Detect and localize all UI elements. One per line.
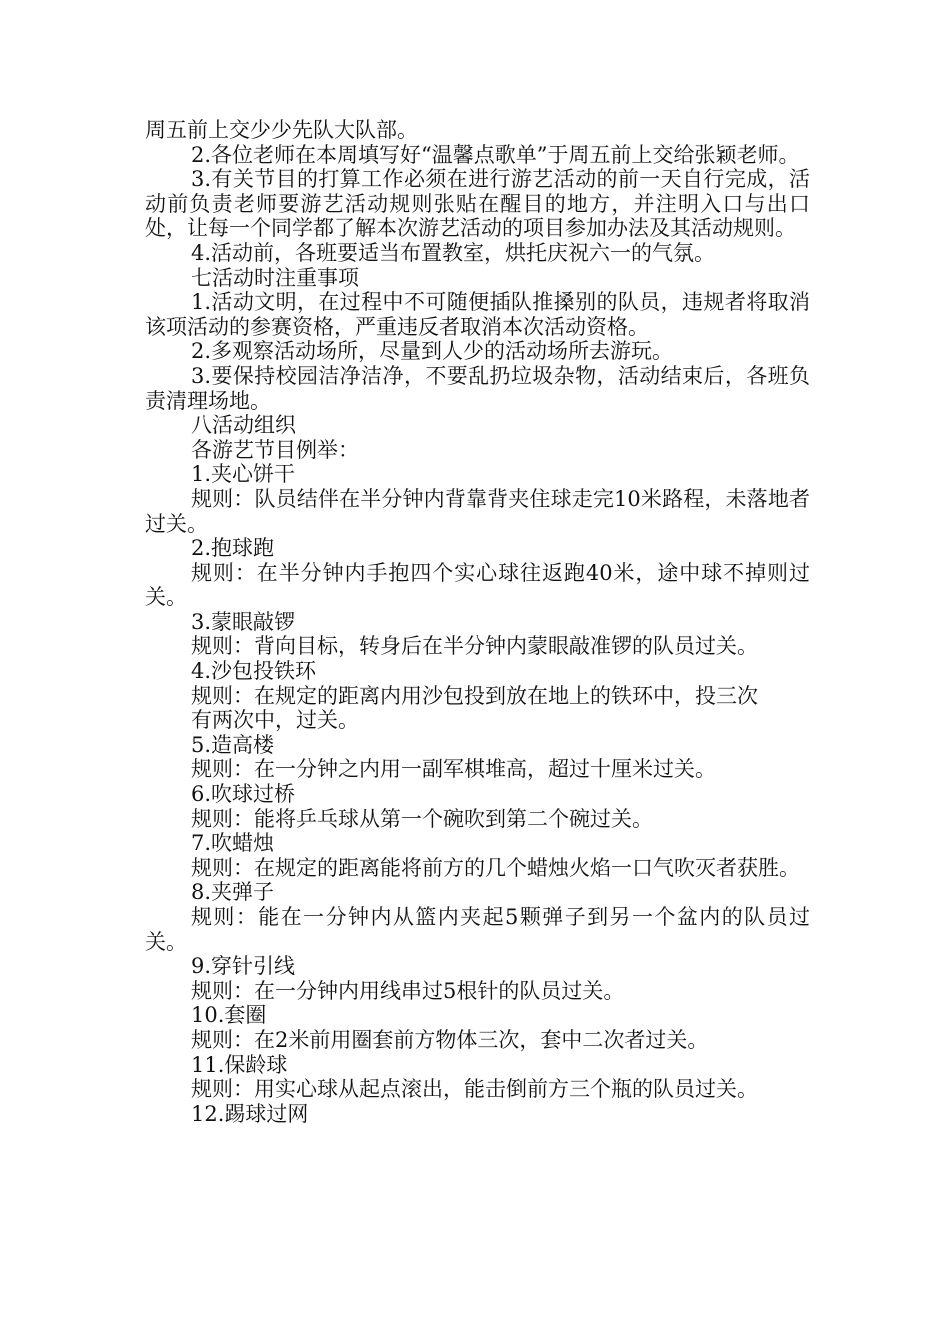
game-rule-2: 规则：在半分钟内手抱四个实心球往返跑40米，途中球不掉则过关。 (145, 560, 810, 610)
game-rule-8: 规则：能在一分钟内从篮内夹起5颗弹子到另一个盆内的队员过关。 (145, 905, 810, 954)
notice-item-3: 3.要保持校园洁净洁净，不要乱扔垃圾杂物，活动结束后，各班负责清理场地。 (145, 363, 810, 413)
paragraph-item-2: 2.各位老师在本周填写好“温馨点歌单”于周五前上交给张颖老师。 (191, 142, 800, 167)
document-page (145, 118, 810, 1126)
notice-item-1: 1.活动文明，在过程中不可随便插队推搡别的队员，违规者将取消该项活动的参赛资格，严重违反者取消本次活动资格。 (145, 290, 810, 339)
game-rule-5: 规则：在一分钟之内用一副军棋堆高，超过十厘米过关。 (191, 757, 716, 782)
game-title-1: 1.夹心饼干 (191, 462, 296, 487)
paragraph-continuation: 周五前上交少少先队大队部。 (145, 118, 418, 142)
game-title-5: 5.造高楼 (191, 732, 275, 757)
game-rule-7: 规则：在规定的距离能将前方的几个蜡烛火焰一口气吹灭者获胜。 (191, 855, 800, 880)
game-title-2: 2.抱球跑 (191, 536, 275, 561)
game-title-10: 10.套圈 (191, 1003, 267, 1028)
game-rule-6: 规则：能将乒乓球从第一个碗吹到第二个碗过关。 (191, 806, 653, 831)
game-rule-10: 规则：在2米前用圈套前方物体三次，套中二次者过关。 (191, 1027, 709, 1052)
paragraph-item-3: 3.有关节目的打算工作必须在进行游艺活动的前一天自行完成，活动前负责老师要游艺活动规则张贴在醒目的地方，并注明入口与出口处，让每一个同学都了解本次游艺活动的项目参加办法及其活动规则。 (145, 167, 810, 241)
paragraph-item-4: 4.活动前，各班要适当布置教室，烘托庆祝六一的气氛。 (191, 240, 716, 265)
section-heading-7: 七活动时注重事项 (191, 265, 359, 290)
game-title-8: 8.夹弹子 (191, 880, 275, 905)
games-intro: 各游艺节目例举： (191, 437, 359, 462)
game-title-12: 12.踢球过网 (191, 1101, 309, 1126)
game-rule-11: 规则：用实心球从起点滚出，能击倒前方三个瓶的队员过关。 (191, 1077, 758, 1102)
game-title-3: 3.蒙眼敲锣 (191, 609, 296, 634)
game-title-11: 11.保龄球 (191, 1052, 288, 1077)
game-title-9: 9.穿针引线 (191, 954, 296, 979)
game-rule-4-line-1: 规则：在规定的距离内用沙包投到放在地上的铁环中，投三次 (191, 683, 758, 708)
game-rule-9: 规则：在一分钟内用线串过5根针的队员过关。 (191, 978, 625, 1003)
notice-item-2: 2.多观察活动场所，尽量到人少的活动场所去游玩。 (191, 339, 674, 364)
game-rule-4-line-2: 有两次中，过关。 (191, 708, 359, 733)
game-rule-1: 规则：队员结伴在半分钟内背靠背夹住球走完10米路程，未落地者过关。 (145, 486, 810, 536)
section-heading-8: 八活动组织 (191, 413, 296, 438)
game-rule-3: 规则：背向目标，转身后在半分钟内蒙眼敲准锣的队员过关。 (191, 634, 758, 659)
game-title-6: 6.吹球过桥 (191, 782, 296, 807)
game-title-4: 4.沙包投铁环 (191, 659, 317, 684)
game-title-7: 7.吹蜡烛 (191, 831, 275, 856)
